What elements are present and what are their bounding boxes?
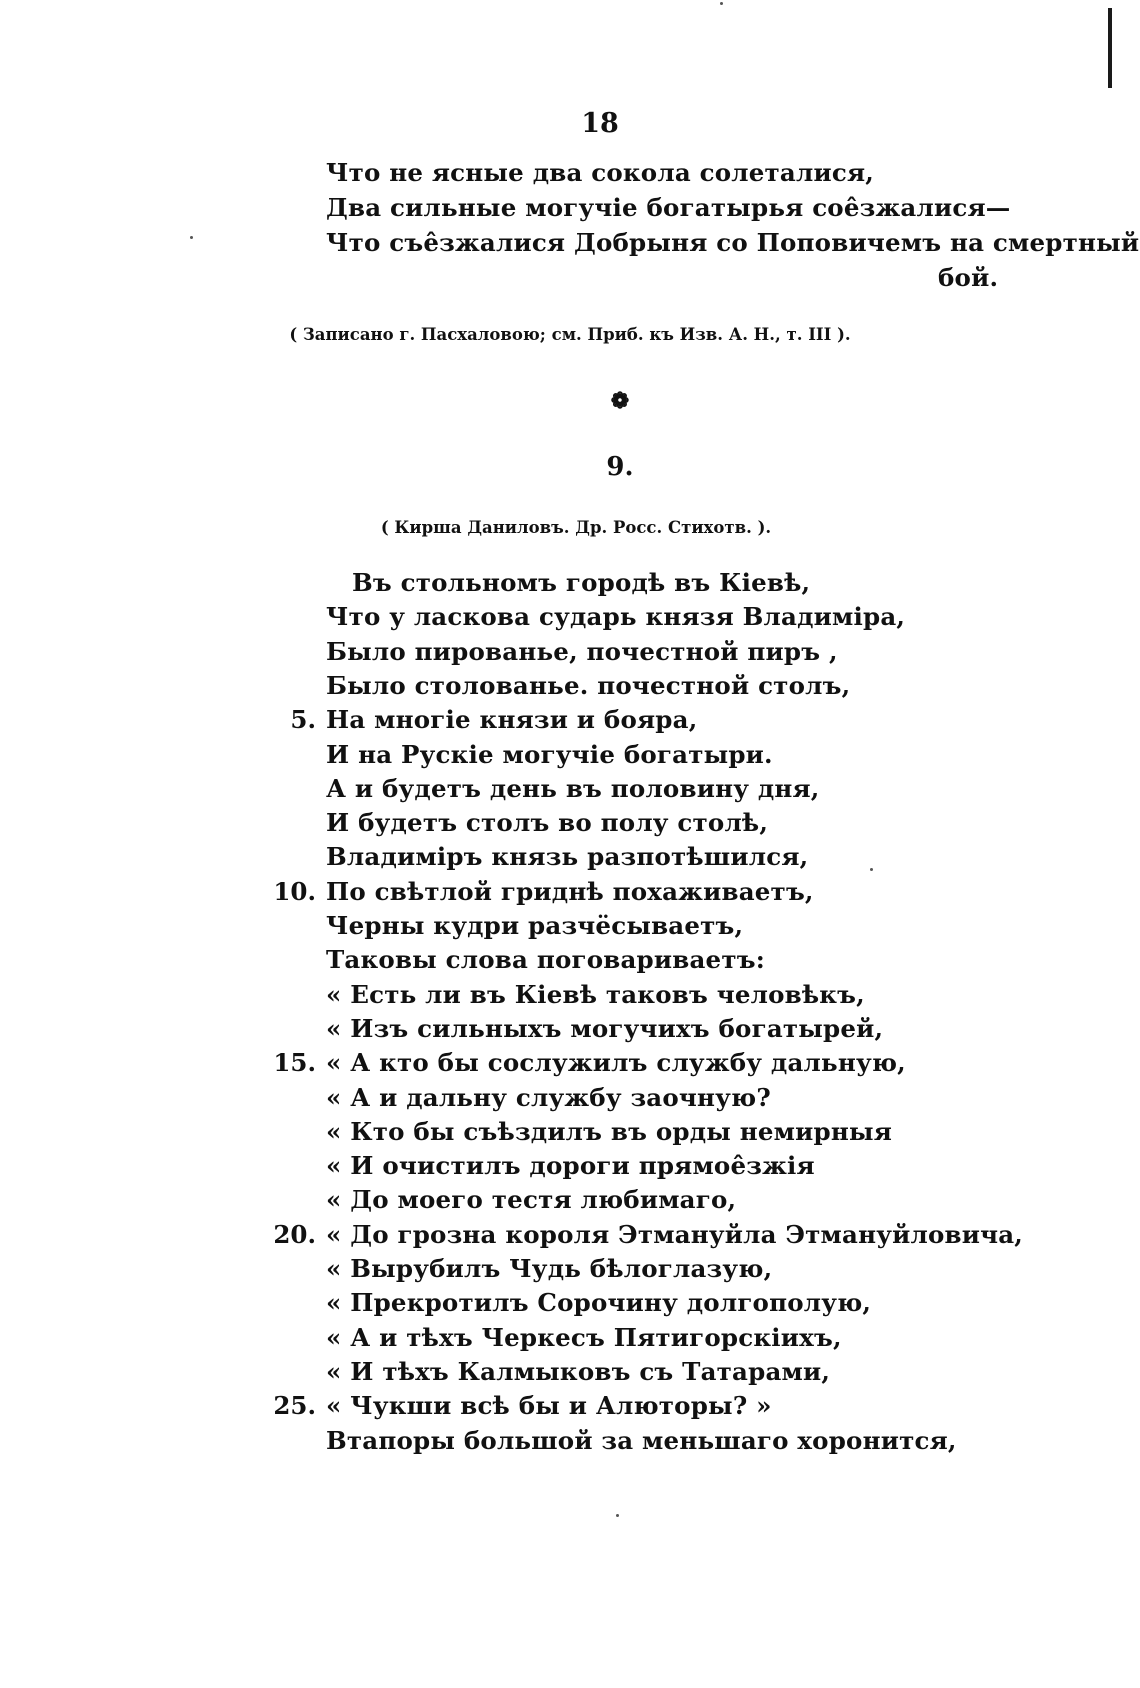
poem-line: « До грозна короля Этмануйла Этмануйловича, <box>326 1220 1024 1249</box>
poem-line: Что у ласкова сударь князя Владиміра, <box>326 602 906 631</box>
scan-speck <box>616 1514 619 1517</box>
poem-line: Въ стольномъ городѣ въ Кіевѣ, <box>352 568 811 597</box>
ornament-icon: ❁ <box>610 388 630 414</box>
poem-line: Было столованье. почестной столъ, <box>326 671 851 700</box>
scan-speck <box>720 2 723 5</box>
poem-line: « И очистилъ дороги прямое̂зжія <box>326 1151 815 1180</box>
poem-line: « Есть ли въ Кіевѣ таковъ человѣкъ, <box>326 980 865 1009</box>
poem-line: Черны кудри разчёсываетъ, <box>326 911 744 940</box>
stanza-line: Что не ясные два сокола солеталися, <box>326 158 874 187</box>
poem-line: « А и дальну службу заочную? <box>326 1083 771 1112</box>
page-number: 18 <box>581 108 619 139</box>
poem-line: По свѣтлой гриднѣ похаживаетъ, <box>326 877 814 906</box>
poem-number: 9. <box>606 452 634 482</box>
poem-line: И на Рускіе могучіе богатыри. <box>326 740 773 769</box>
poem-line: « До моего тестя любимаго, <box>326 1185 737 1214</box>
line-number: 10. <box>273 877 316 906</box>
poem-line: « Изъ сильныхъ могучихъ богатырей, <box>326 1014 884 1043</box>
source-note: ( Записано г. Пасхаловою; см. Приб. къ Изв. А. Н., т. III ). <box>289 325 851 344</box>
poem-line: Втапоры большой за меньшаго хоронится, <box>326 1426 957 1455</box>
line-number: 25. <box>273 1391 316 1420</box>
poem-line: А и будетъ день въ половину дня, <box>326 774 820 803</box>
page-edge-line <box>1108 8 1112 88</box>
poem-line: « А кто бы сослужилъ службу дальную, <box>326 1048 906 1077</box>
poem-line: Таковы слова поговариваетъ: <box>326 945 765 974</box>
scan-speck <box>870 868 873 871</box>
line-number: 20. <box>273 1220 316 1249</box>
source-note: ( Кирша Даниловъ. Др. Росс. Стихотв. ). <box>380 518 772 537</box>
stanza-line: Два сильные могучіе богатырья сое̂зжалися— <box>326 193 1011 222</box>
poem-line: И будетъ столъ во полу столѣ, <box>326 808 769 837</box>
poem-line: « Кто бы съѣздилъ въ орды немирныя <box>326 1117 893 1146</box>
stanza-line: Что съе̂зжалися Добрыня со Поповичемъ на смертный <box>326 228 1140 257</box>
poem-line: « Вырубилъ Чудь бѣлоглазую, <box>326 1254 773 1283</box>
poem-line: « Чукши всѣ бы и Алюторы? » <box>326 1391 772 1420</box>
poem-line: На многіе князи и бояра, <box>326 705 698 734</box>
line-number: 15. <box>273 1048 316 1077</box>
stanza-line: бой. <box>938 263 999 292</box>
poem-line: « И тѣхъ Калмыковъ съ Татарами, <box>326 1357 831 1386</box>
poem-line: « Прекротилъ Сорочину долгополую, <box>326 1288 872 1317</box>
poem-line: Владиміръ князь разпотѣшился, <box>326 842 809 871</box>
poem-line: Было пированье, почестной пиръ , <box>326 637 838 666</box>
line-number: 5. <box>290 705 316 734</box>
scan-speck <box>190 236 193 239</box>
poem-line: « А и тѣхъ Черкесъ Пятигорскіихъ, <box>326 1323 842 1352</box>
